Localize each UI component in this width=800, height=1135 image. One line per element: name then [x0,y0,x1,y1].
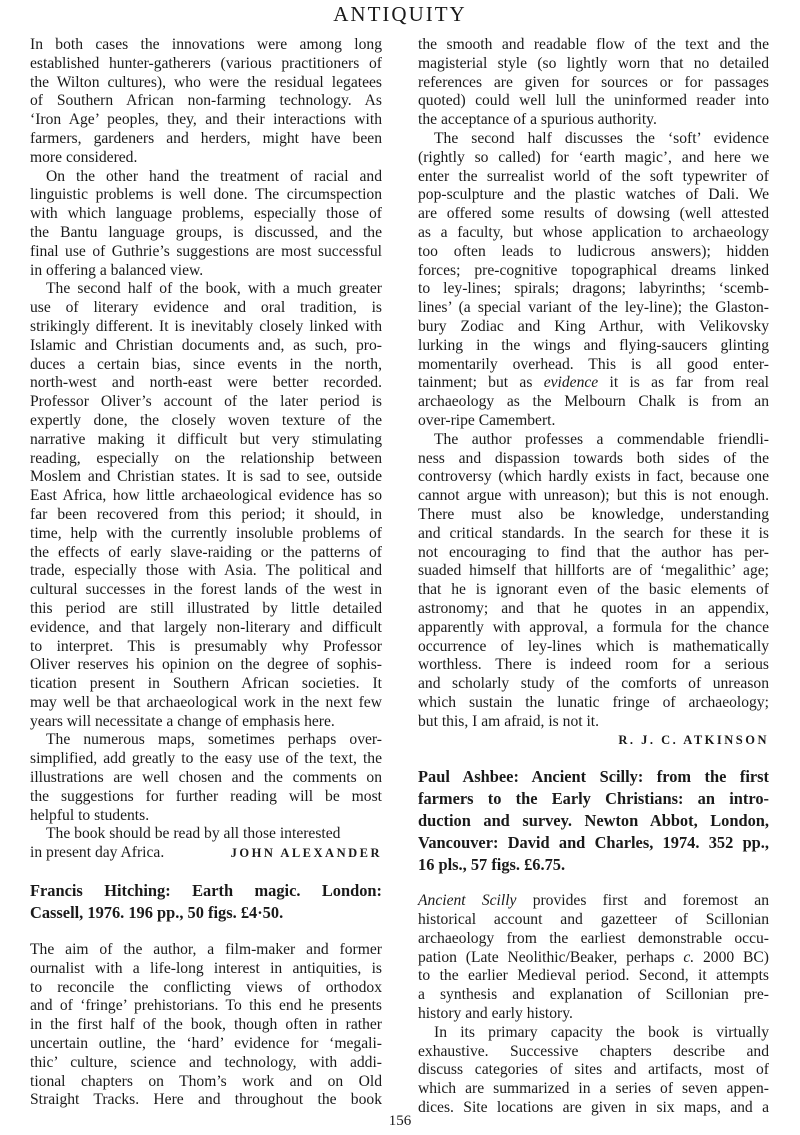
text-line: apparently with approval, a formula for the chance [418,618,769,636]
text-line: Islamic and Christian documents and, as such, pro- [30,336,382,354]
text-line: ‘Iron Age’ peoples, they, and their interactions with [30,111,382,129]
text-line: duces a certain bias, since events in the north, [30,355,382,373]
text-line: years will necessitate a change of emphasis here. [30,712,335,730]
text-segment: 2000 BC) [694,948,769,966]
paragraph [30,941,382,1110]
text-line: duction and survey. Newton Abbot, London, [418,811,769,831]
text-line: archaeology as the Melbourn Chalk is from an [418,393,769,411]
text-line: farmers, gardeners and herders, might have been [30,129,382,147]
text-line: Cassell, 1976. 196 pp., 50 figs. £4·50. [30,903,284,923]
text-line: (rightly so called) for ‘earth magic’, and here we [418,148,769,166]
text-line: East Africa, how little archaeological evidence has so [30,487,382,505]
text-line: pop-sculpture and the plastic watches of Dali. We [418,186,769,204]
text-line: are offered some results of dowsing (well attested [418,205,769,223]
text-line: The second half discusses the ‘soft’ evidence [434,129,769,147]
text-line: references are given for sources or for passages [418,73,769,91]
page-number: 156 [388,1113,412,1129]
text-line: In its primary capacity the book is virtually [434,1023,769,1041]
text-line: cultural successes in the forest lands of the west in [30,581,382,599]
text-line: in the first half of the book, though often in rather [30,1016,382,1034]
text-line: the Bantu language groups, is discussed, and the [30,223,382,241]
text-line [418,949,769,968]
text-line: to reconcile the conflicting views of orthodox [30,978,382,996]
italic-text: evidence [543,374,599,392]
paragraph [30,731,382,825]
text-line: the effects of early slave-raiding or the patterns of [30,543,382,561]
reviewer-signature: R. J. C. ATKINSON [618,733,769,748]
text-line: far been recovered from this period; it should, in [30,505,382,523]
running-head: ANTIQUITY [333,2,467,26]
text-line: The aim of the author, a film-maker and former [30,941,382,959]
text-line: thic’ culture, science and technology, with addi- [30,1053,382,1071]
text-line: expertly done, the closely woven texture of the [30,411,382,429]
text-line: strikingly different. It is inevitably closely linked with [30,317,382,335]
paragraph [418,431,769,732]
text-line [418,892,769,911]
text-line: lines’ (a special variant of the ley-line); the Glaston- [418,299,769,317]
text-line: reading, especially on the relationship between [30,449,382,467]
text-line: over-ripe Camembert. [418,411,556,429]
text-segment: provides first and foremost an [516,892,769,910]
text-line: Straight Tracks. Here and throughout the book [30,1091,382,1109]
text-line: lurking in the wings and flying-saucers glinting [418,336,769,354]
spacer [30,924,382,941]
text-line: with which language problems, especially those of [30,205,382,223]
text-line: suaded himself that hillforts are of ‘megalithic’ age; [418,562,769,580]
text-line: and scholarly study of the comforts of unreason [418,675,769,693]
text-line: Professor Oliver’s account of the later period is [30,393,382,411]
text-line [418,374,769,393]
text-line: north-west and north-east were better recorded. [30,374,382,392]
text-line: occurrence of ley-lines which is mathematically [418,637,769,655]
text-line: historical account and gazetteer of Scillonian [418,911,769,929]
text-line: evidence, and that largely non-literary and difficult [30,618,382,636]
text-line: bury Zodiac and King Arthur, with Velikovsky [418,317,769,335]
text-line: astronomy; and that he quotes in an appendix, [418,599,769,617]
text-line: tional chapters on Thom’s work and on Old [30,1072,382,1090]
text-line: Moslem and Christian states. It is sad to see, outside [30,468,382,486]
text-line: forces; pre-cognitive topographical dreams linked [418,261,769,279]
text-line: worthless. There is indeed room for a serious [418,656,769,674]
text-line: helpful to students. [30,806,150,824]
text-line: and critical standards. In the search for these it is [418,524,769,542]
text-line: There must also be knowledge, understanding [418,505,769,523]
text-line: tication present in Southern African societies. It [30,675,382,693]
spacer [418,750,769,766]
text-line: to the earlier Medieval period. Second, it attempts [418,967,769,985]
text-line: too often leads to ludicrous answers); hidden [418,242,769,260]
text-segment: it is as far from real [598,374,770,392]
text-line: history and early history. [418,1005,573,1023]
text-line: The second half of the book, with a much greater [46,280,382,298]
text-line: established hunter-gatherers (various practitioners of [30,54,382,72]
text-line: ness and dispassion towards both sides of the [418,449,769,467]
text-line: linguistic problems is well done. The circumspection [30,186,382,204]
text-line: time, help with the currently insoluble problems of [30,524,382,542]
paragraph [418,892,769,1024]
text-line: quoted) could well lull the uninformed reader into [418,92,769,110]
text-line: to ley-lines; spirals; dragons; labyrinths; ‘scemb- [418,280,769,298]
spacer [418,876,769,892]
paragraph [30,36,382,168]
text-line: discuss categories of sites and artifacts, most of [418,1061,769,1079]
italic-text: Ancient Scilly [418,892,517,910]
text-line: to interpret. This is presumably why Professor [30,637,382,655]
text-line: uncertain outline, the ‘hard’ evidence for ‘megali- [30,1035,382,1053]
text-line: the Wilton cultures), who were the residual legatees [30,73,382,91]
text-line: Oliver reserves his opinion on the degree of sophis- [30,656,382,674]
paragraph [418,1024,769,1118]
text-line: this period are still illustrated by little detailed [30,599,382,617]
text-segment: pation (Late Neolithic/Beaker, perhaps [418,948,684,966]
text-line: not encouraging to find that the author has per- [418,543,769,561]
text-line: as a faculty, but whose application to archaeology [418,223,769,241]
text-line: which sustain the lunatic fringe of archaeology; [418,693,769,711]
text-line: more considered. [30,148,138,166]
text-line: controversy (which hardly exists in fact, because one [418,468,769,486]
text-line: Vancouver: David and Charles, 1974. 352 pp., [418,833,769,853]
text-line: archaeology from the earliest demonstrable occu- [418,929,769,947]
italic-text: c. [683,948,695,966]
text-line: the suggestions for further reading will be most [30,787,382,805]
text-line: farmers to the Early Christians: an intro- [418,789,769,809]
paragraph [418,36,769,130]
text-line: 16 pls., 57 figs. £6.75. [418,855,566,875]
text-line: a synthesis and explanation of Scillonian pre- [418,986,769,1004]
review-heading [30,880,382,924]
text-line: magisterial style (so lightly worn that no detailed [418,54,769,72]
text-line: in offering a balanced view. [30,261,204,279]
text-line: of Southern African non-farming technology. As [30,92,382,110]
text-line: momentarily overhead. This is all good enter- [418,355,769,373]
text-line: The book should be read by all those interested [46,825,341,843]
text-segment: tainment; but as [418,374,544,392]
text-line: but this, I am afraid, is not it. [418,712,600,730]
text-line: On the other hand the treatment of racial and [46,167,382,185]
text-line: enter the surrealist world of the soft typewriter of [418,167,769,185]
text-line: may well be that archaeological work in the next few [30,693,382,711]
spacer [30,863,382,880]
text-line: the acceptance of a spurious authority. [418,111,657,129]
paragraph [30,168,382,281]
text-line: that he is ignorant even of the basic elements of [418,581,769,599]
paragraph [30,825,382,844]
right-column [418,36,769,1118]
signature-line [30,844,382,863]
text-line: exhaustive. Successive chapters describe and [418,1042,769,1060]
text-line: use of literary evidence and oral tradition, is [30,299,382,317]
text-line: which are summarized in a series of seven appen- [418,1080,769,1098]
text-line: and of ‘fringe’ prehistorians. To this end he presents [30,997,382,1015]
paragraph-line: in present day Africa. [30,844,165,862]
text-line: narrative making it difficult but very stimulating [30,430,382,448]
text-line: The author professes a commendable friendli- [434,430,769,448]
text-line: dices. Site locations are given in six maps, and a [418,1099,769,1117]
text-line: ournalist with a life-long interest in antiquities, is [30,959,382,977]
review-heading [418,766,769,876]
left-column [30,36,382,1110]
text-line: Paul Ashbee: Ancient Scilly: from the first [418,767,769,787]
text-line: illustrations are well chosen and the comments on [30,769,382,787]
text-line: trade, especially those with Asia. The political and [30,562,382,580]
text-line: cannot argue with unreason); but this is not enough. [418,487,769,505]
text-line: The numerous maps, sometimes perhaps over- [46,731,382,749]
reviewer-signature: JOHN ALEXANDER [230,846,382,861]
paragraph [30,280,382,731]
text-line: Francis Hitching: Earth magic. London: [30,881,382,901]
paragraph [418,130,769,431]
text-line: In both cases the innovations were among long [30,36,382,53]
text-line: simplified, add greatly to the easy use of the text, the [30,750,382,768]
text-line: final use of Guthrie’s suggestions are most successful [30,242,382,260]
text-line: the smooth and readable flow of the text and the [418,36,769,53]
